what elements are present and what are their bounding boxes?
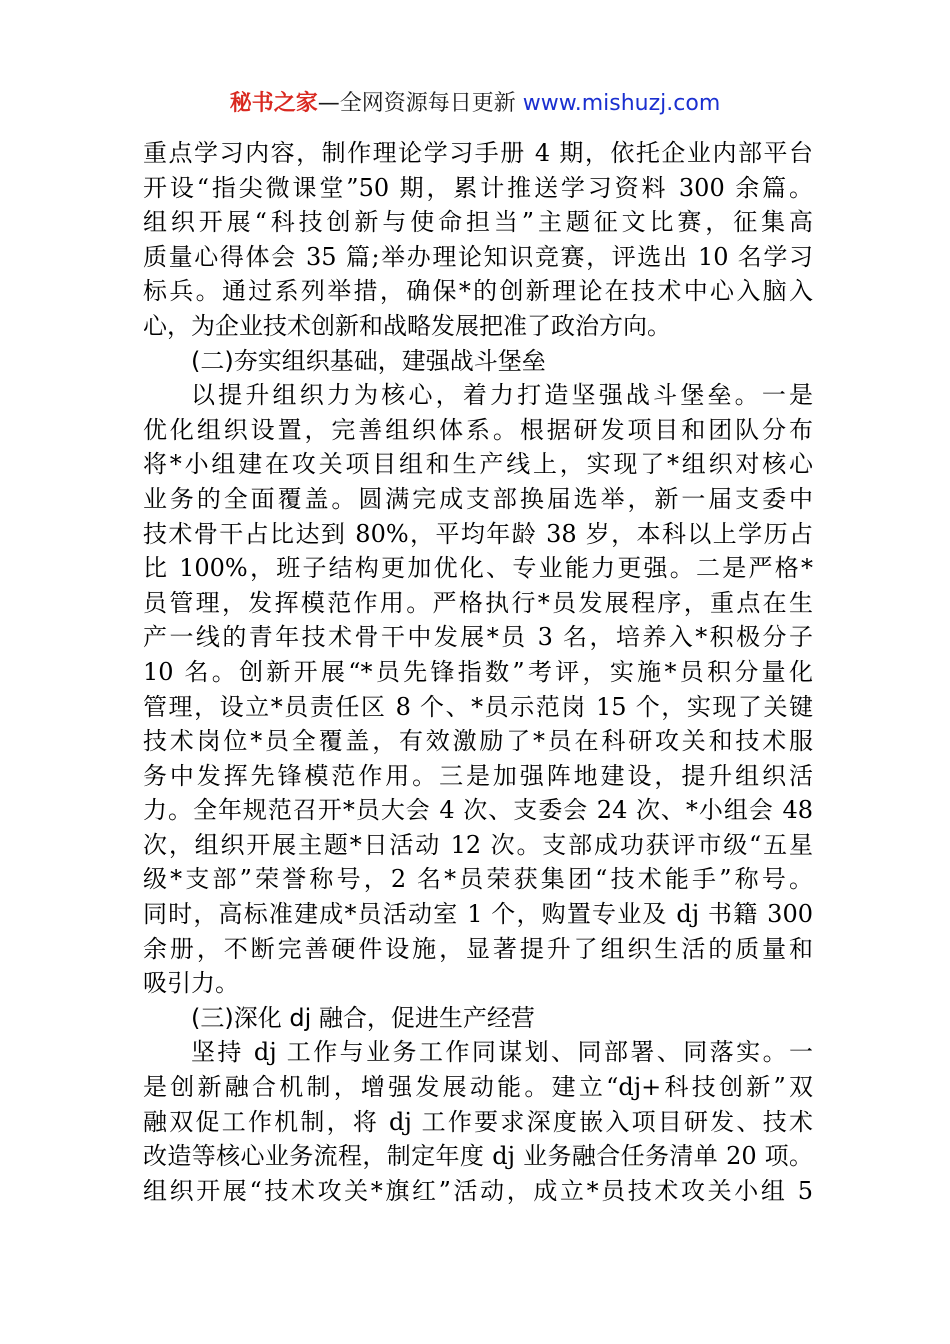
text-line: 开设“指尖微课堂”50 期，累计推送学习资料 300 余篇。 bbox=[143, 173, 813, 202]
page-header bbox=[0, 88, 950, 120]
text-line: 务中发挥先锋模范作用。三是加强阵地建设，提升组织活 bbox=[143, 761, 813, 790]
text-line: 余册，不断完善硬件设施，显著提升了组织生活的质量和 bbox=[143, 934, 813, 963]
text-line: 质量心得体会 35 篇;举办理论知识竞赛，评选出 10 名学习 bbox=[143, 242, 813, 271]
text-line: 改造等核心业务流程，制定年度 dj 业务融合任务清单 20 项。 bbox=[143, 1142, 813, 1171]
text-line: 比 100%，班子结构更加优化、专业能力更强。二是严格* bbox=[143, 554, 813, 583]
paragraph-first-line: 以提升组织力为核心，着力打造坚强战斗堡垒。一是 bbox=[191, 381, 813, 410]
text-line: 组织开展“技术攻关*旗红”活动，成立*员技术攻关小组 5 bbox=[143, 1176, 813, 1205]
text-line: 心，为企业技术创新和战略发展把准了政治方向。 bbox=[143, 311, 671, 340]
text-line: 员管理，发挥模范作用。严格执行*员发展程序，重点在生 bbox=[143, 588, 813, 617]
text-line: 技术岗位*员全覆盖，有效激励了*员在科研攻关和技术服 bbox=[143, 727, 813, 756]
text-line: 业务的全面覆盖。圆满完成支部换届选举，新一届支委中 bbox=[143, 484, 813, 513]
text-line: 同时，高标准建成*员活动室 1 个，购置专业及 dj 书籍 300 bbox=[143, 900, 813, 929]
text-line: 力。全年规范召开*员大会 4 次、支委会 24 次、*小组会 48 bbox=[143, 796, 813, 825]
text-line: 吸引力。 bbox=[143, 969, 239, 998]
text-line: 标兵。通过系列举措，确保*的创新理论在技术中心入脑入 bbox=[143, 277, 813, 306]
text-line: 10 名。创新开展“*员先锋指数”考评，实施*员积分量化 bbox=[143, 657, 813, 686]
text-line: 级*支部”荣誉称号，2 名*员荣获集团“技术能手”称号。 bbox=[143, 865, 813, 894]
text-line: 技术骨干占比达到 80%，平均年龄 38 岁，本科以上学历占 bbox=[143, 519, 813, 548]
text-line: 次，组织开展主题*日活动 12 次。支部成功获评市级“五星 bbox=[143, 830, 813, 859]
text-line: 产一线的青年技术骨干中发展*员 3 名，培养入*积极分子 bbox=[143, 623, 813, 652]
section-heading-3: (三)深化 dj 融合，促进生产经营 bbox=[191, 1003, 535, 1032]
text-line: 优化组织设置，完善组织体系。根据研发项目和团队分布 bbox=[143, 415, 813, 444]
text-line: 组织开展“科技创新与使命担当”主题征文比赛，征集高 bbox=[143, 208, 813, 237]
body-text bbox=[143, 136, 813, 1208]
text-line: 融双促工作机制，将 dj 工作要求深度嵌入项目研发、技术 bbox=[143, 1107, 813, 1136]
text-line: 管理，设立*员责任区 8 个、*员示范岗 15 个，实现了关键 bbox=[143, 692, 813, 721]
text-line: 将*小组建在攻关项目组和生产线上，实现了*组织对核心 bbox=[143, 450, 813, 479]
text-line: 是创新融合机制，增强发展动能。建立“dj+科技创新”双 bbox=[143, 1073, 813, 1102]
paragraph-first-line: 坚持 dj 工作与业务工作同谋划、同部署、同落实。一 bbox=[191, 1038, 813, 1067]
header-brand: 秘书之家 bbox=[229, 91, 318, 116]
text-line: 重点学习内容，制作理论学习手册 4 期，依托企业内部平台 bbox=[143, 139, 813, 167]
header-slogan: —全网资源每日更新 bbox=[317, 91, 523, 116]
section-heading-2: (二)夯实组织基础，建强战斗堡垒 bbox=[191, 346, 546, 375]
header-url-link[interactable]: www.mishuzj.com bbox=[522, 91, 721, 116]
